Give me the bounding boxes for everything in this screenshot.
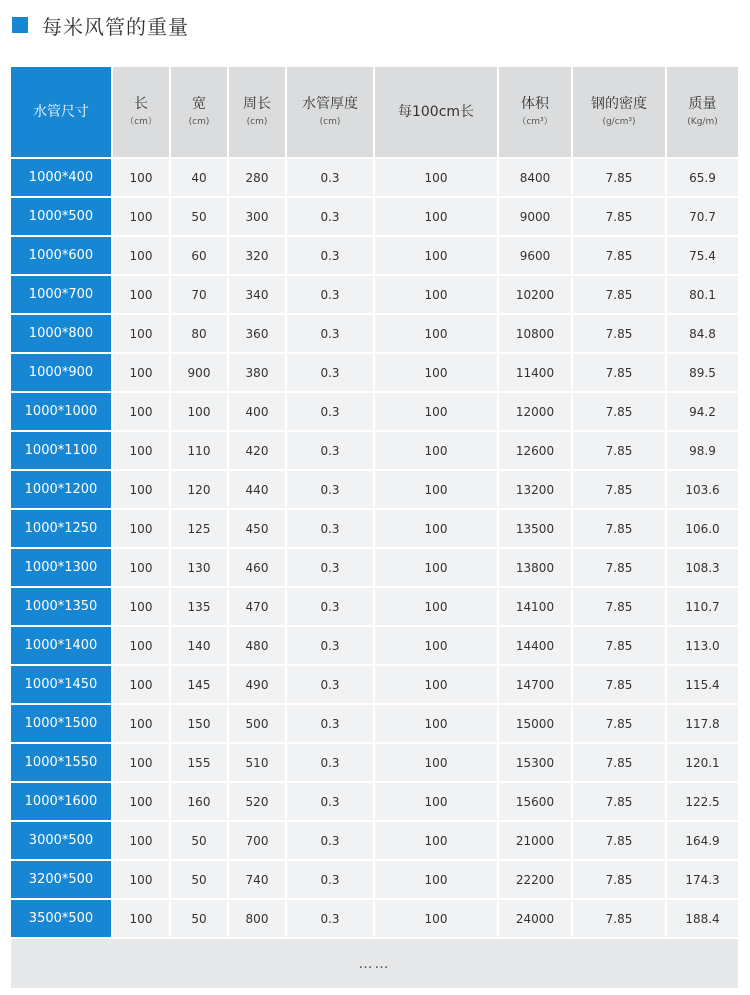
table-cell: 11400 <box>498 353 572 392</box>
column-header-label: 周长 <box>243 96 271 112</box>
column-header-unit: （cm³） <box>517 117 553 127</box>
table-cell: 50 <box>170 899 228 938</box>
table-cell: 12000 <box>498 392 572 431</box>
table-cell: 0.3 <box>286 548 374 587</box>
table-cell: 14700 <box>498 665 572 704</box>
table-cell: 13800 <box>498 548 572 587</box>
table-cell: 122.5 <box>666 782 738 821</box>
table-row <box>11 821 738 860</box>
table-cell: 50 <box>170 821 228 860</box>
table-cell: 22200 <box>498 860 572 899</box>
weight-table-container <box>11 67 738 988</box>
table-cell: 120.1 <box>666 743 738 782</box>
duct-size-cell: 1000*600 <box>11 236 112 275</box>
table-cell: 280 <box>228 158 286 197</box>
duct-size-cell: 1000*900 <box>11 353 112 392</box>
table-cell: 100 <box>374 587 498 626</box>
table-cell: 7.85 <box>572 314 666 353</box>
table-cell: 0.3 <box>286 743 374 782</box>
table-cell: 7.85 <box>572 353 666 392</box>
table-cell: 125 <box>170 509 228 548</box>
table-cell: 100 <box>374 743 498 782</box>
table-cell: 24000 <box>498 899 572 938</box>
table-row <box>11 548 738 587</box>
table-cell: 0.3 <box>286 860 374 899</box>
table-cell: 0.3 <box>286 782 374 821</box>
column-header-unit: (Kg/m) <box>687 117 718 127</box>
table-row <box>11 392 738 431</box>
table-cell: 100 <box>374 353 498 392</box>
table-cell: 0.3 <box>286 587 374 626</box>
table-cell: 0.3 <box>286 392 374 431</box>
table-cell: 21000 <box>498 821 572 860</box>
table-cell: 100 <box>374 392 498 431</box>
column-header-unit: (cm) <box>246 117 268 127</box>
table-cell: 100 <box>112 509 170 548</box>
table-cell: 7.85 <box>572 626 666 665</box>
table-cell: 480 <box>228 626 286 665</box>
duct-weight-table <box>11 67 738 988</box>
table-cell: 100 <box>374 821 498 860</box>
table-cell: 0.3 <box>286 626 374 665</box>
table-cell: 7.85 <box>572 860 666 899</box>
table-cell: 100 <box>112 548 170 587</box>
column-header <box>666 67 738 158</box>
table-cell: 50 <box>170 197 228 236</box>
table-cell: 89.5 <box>666 353 738 392</box>
duct-size-cell: 1000*1100 <box>11 431 112 470</box>
column-header <box>286 67 374 158</box>
table-cell: 320 <box>228 236 286 275</box>
table-row <box>11 509 738 548</box>
table-cell: 70 <box>170 275 228 314</box>
table-cell: 7.85 <box>572 743 666 782</box>
table-cell: 100 <box>112 470 170 509</box>
duct-size-cell: 1000*1350 <box>11 587 112 626</box>
table-cell: 117.8 <box>666 704 738 743</box>
table-cell: 106.0 <box>666 509 738 548</box>
table-cell: 100 <box>112 392 170 431</box>
table-cell: 100 <box>112 626 170 665</box>
table-cell: 700 <box>228 821 286 860</box>
table-cell: 98.9 <box>666 431 738 470</box>
table-cell: 7.85 <box>572 275 666 314</box>
table-cell: 100 <box>374 509 498 548</box>
table-cell: 7.85 <box>572 665 666 704</box>
duct-size-cell: 1000*1400 <box>11 626 112 665</box>
column-header <box>228 67 286 158</box>
table-cell: 100 <box>112 236 170 275</box>
column-header <box>498 67 572 158</box>
table-footer-row <box>11 938 738 988</box>
table-cell: 150 <box>170 704 228 743</box>
duct-size-cell: 1000*500 <box>11 197 112 236</box>
table-cell: 0.3 <box>286 314 374 353</box>
duct-size-cell: 3500*500 <box>11 899 112 938</box>
page-title: 每米风管的重量 <box>42 14 189 39</box>
table-cell: 50 <box>170 860 228 899</box>
table-cell: 140 <box>170 626 228 665</box>
table-cell: 12600 <box>498 431 572 470</box>
table-row <box>11 665 738 704</box>
table-cell: 0.3 <box>286 470 374 509</box>
table-cell: 7.85 <box>572 509 666 548</box>
title-square-icon <box>12 17 28 33</box>
table-cell: 0.3 <box>286 899 374 938</box>
table-cell: 65.9 <box>666 158 738 197</box>
table-cell: 84.8 <box>666 314 738 353</box>
table-cell: 145 <box>170 665 228 704</box>
table-cell: 100 <box>112 821 170 860</box>
table-cell: 103.6 <box>666 470 738 509</box>
table-cell: 740 <box>228 860 286 899</box>
table-cell: 490 <box>228 665 286 704</box>
table-cell: 510 <box>228 743 286 782</box>
table-cell: 100 <box>112 782 170 821</box>
table-cell: 7.85 <box>572 392 666 431</box>
table-cell: 0.3 <box>286 431 374 470</box>
table-cell: 9000 <box>498 197 572 236</box>
table-row <box>11 704 738 743</box>
table-cell: 10800 <box>498 314 572 353</box>
table-cell: 100 <box>112 197 170 236</box>
more-indicator: …… <box>11 938 738 988</box>
table-cell: 100 <box>374 782 498 821</box>
table-cell: 60 <box>170 236 228 275</box>
table-cell: 440 <box>228 470 286 509</box>
table-cell: 100 <box>112 158 170 197</box>
table-cell: 70.7 <box>666 197 738 236</box>
table-row <box>11 470 738 509</box>
duct-size-cell: 1000*700 <box>11 275 112 314</box>
column-header-label: 长 <box>134 96 148 112</box>
table-cell: 100 <box>112 275 170 314</box>
table-row <box>11 353 738 392</box>
duct-size-cell: 1000*400 <box>11 158 112 197</box>
table-cell: 900 <box>170 353 228 392</box>
table-cell: 100 <box>112 860 170 899</box>
table-cell: 14400 <box>498 626 572 665</box>
table-cell: 100 <box>112 899 170 938</box>
table-cell: 108.3 <box>666 548 738 587</box>
table-cell: 188.4 <box>666 899 738 938</box>
table-cell: 13200 <box>498 470 572 509</box>
table-cell: 7.85 <box>572 704 666 743</box>
table-cell: 100 <box>112 743 170 782</box>
table-cell: 7.85 <box>572 158 666 197</box>
table-cell: 130 <box>170 548 228 587</box>
table-row <box>11 782 738 821</box>
table-cell: 7.85 <box>572 899 666 938</box>
duct-size-cell: 3200*500 <box>11 860 112 899</box>
table-cell: 40 <box>170 158 228 197</box>
table-cell: 400 <box>228 392 286 431</box>
table-cell: 100 <box>112 587 170 626</box>
table-cell: 80 <box>170 314 228 353</box>
table-cell: 420 <box>228 431 286 470</box>
table-cell: 15300 <box>498 743 572 782</box>
table-row <box>11 860 738 899</box>
table-cell: 174.3 <box>666 860 738 899</box>
table-cell: 100 <box>112 431 170 470</box>
table-cell: 100 <box>374 548 498 587</box>
table-cell: 100 <box>112 353 170 392</box>
table-cell: 300 <box>228 197 286 236</box>
table-cell: 14100 <box>498 587 572 626</box>
table-body <box>11 158 738 938</box>
table-cell: 100 <box>374 470 498 509</box>
table-cell: 113.0 <box>666 626 738 665</box>
table-cell: 100 <box>112 314 170 353</box>
table-cell: 500 <box>228 704 286 743</box>
table-cell: 0.3 <box>286 665 374 704</box>
column-header <box>170 67 228 158</box>
column-header-label: 钢的密度 <box>591 96 647 112</box>
table-cell: 100 <box>374 275 498 314</box>
table-cell: 7.85 <box>572 470 666 509</box>
table-cell: 110.7 <box>666 587 738 626</box>
table-cell: 100 <box>374 899 498 938</box>
table-row <box>11 158 738 197</box>
table-cell: 100 <box>374 665 498 704</box>
table-row <box>11 743 738 782</box>
table-cell: 100 <box>374 860 498 899</box>
table-cell: 7.85 <box>572 236 666 275</box>
table-cell: 7.85 <box>572 782 666 821</box>
table-cell: 100 <box>374 197 498 236</box>
table-cell: 135 <box>170 587 228 626</box>
table-cell: 0.3 <box>286 821 374 860</box>
table-cell: 0.3 <box>286 236 374 275</box>
table-cell: 7.85 <box>572 431 666 470</box>
duct-size-cell: 1000*1300 <box>11 548 112 587</box>
table-cell: 100 <box>374 704 498 743</box>
table-cell: 0.3 <box>286 704 374 743</box>
table-cell: 164.9 <box>666 821 738 860</box>
table-cell: 470 <box>228 587 286 626</box>
column-header-label: 每100cm长 <box>397 104 475 120</box>
table-row <box>11 275 738 314</box>
column-header-label: 体积 <box>521 96 549 112</box>
column-header-unit: (cm) <box>319 117 341 127</box>
table-row <box>11 587 738 626</box>
table-cell: 0.3 <box>286 509 374 548</box>
table-row <box>11 236 738 275</box>
table-cell: 9600 <box>498 236 572 275</box>
table-cell: 340 <box>228 275 286 314</box>
column-header <box>572 67 666 158</box>
table-cell: 360 <box>228 314 286 353</box>
table-cell: 7.85 <box>572 197 666 236</box>
table-cell: 460 <box>228 548 286 587</box>
table-cell: 100 <box>374 314 498 353</box>
column-header-unit: （cm） <box>125 117 157 127</box>
table-cell: 100 <box>170 392 228 431</box>
table-cell: 7.85 <box>572 821 666 860</box>
table-cell: 100 <box>374 431 498 470</box>
table-cell: 8400 <box>498 158 572 197</box>
table-cell: 100 <box>374 158 498 197</box>
table-cell: 115.4 <box>666 665 738 704</box>
column-header-label: 宽 <box>192 96 206 112</box>
table-cell: 120 <box>170 470 228 509</box>
table-cell: 15600 <box>498 782 572 821</box>
table-cell: 13500 <box>498 509 572 548</box>
table-header-row <box>11 67 738 158</box>
duct-size-cell: 3000*500 <box>11 821 112 860</box>
duct-size-cell: 1000*1600 <box>11 782 112 821</box>
column-header <box>11 67 112 158</box>
table-cell: 450 <box>228 509 286 548</box>
table-cell: 94.2 <box>666 392 738 431</box>
table-cell: 100 <box>112 704 170 743</box>
table-cell: 7.85 <box>572 587 666 626</box>
table-cell: 100 <box>112 665 170 704</box>
table-cell: 0.3 <box>286 275 374 314</box>
table-cell: 800 <box>228 899 286 938</box>
table-cell: 520 <box>228 782 286 821</box>
table-row <box>11 197 738 236</box>
table-row <box>11 314 738 353</box>
table-cell: 0.3 <box>286 353 374 392</box>
table-cell: 7.85 <box>572 548 666 587</box>
table-cell: 100 <box>374 236 498 275</box>
duct-size-cell: 1000*1200 <box>11 470 112 509</box>
duct-size-cell: 1000*1500 <box>11 704 112 743</box>
table-cell: 0.3 <box>286 158 374 197</box>
table-cell: 380 <box>228 353 286 392</box>
column-header-label: 质量 <box>688 96 717 112</box>
duct-size-cell: 1000*1550 <box>11 743 112 782</box>
table-cell: 155 <box>170 743 228 782</box>
table-cell: 75.4 <box>666 236 738 275</box>
table-cell: 80.1 <box>666 275 738 314</box>
duct-size-cell: 1000*1250 <box>11 509 112 548</box>
page-title-bar <box>12 10 189 40</box>
column-header-unit: (cm) <box>188 117 210 127</box>
table-cell: 0.3 <box>286 197 374 236</box>
column-header <box>374 67 498 158</box>
column-header <box>112 67 170 158</box>
duct-size-cell: 1000*800 <box>11 314 112 353</box>
column-header-unit: (g/cm³) <box>602 117 636 127</box>
duct-size-cell: 1000*1000 <box>11 392 112 431</box>
table-cell: 10200 <box>498 275 572 314</box>
table-cell: 15000 <box>498 704 572 743</box>
table-cell: 110 <box>170 431 228 470</box>
table-row <box>11 431 738 470</box>
table-row <box>11 899 738 938</box>
table-cell: 100 <box>374 626 498 665</box>
table-cell: 160 <box>170 782 228 821</box>
column-header-label: 水管尺寸 <box>33 104 89 120</box>
column-header-label: 水管厚度 <box>302 96 358 112</box>
duct-size-cell: 1000*1450 <box>11 665 112 704</box>
table-row <box>11 626 738 665</box>
